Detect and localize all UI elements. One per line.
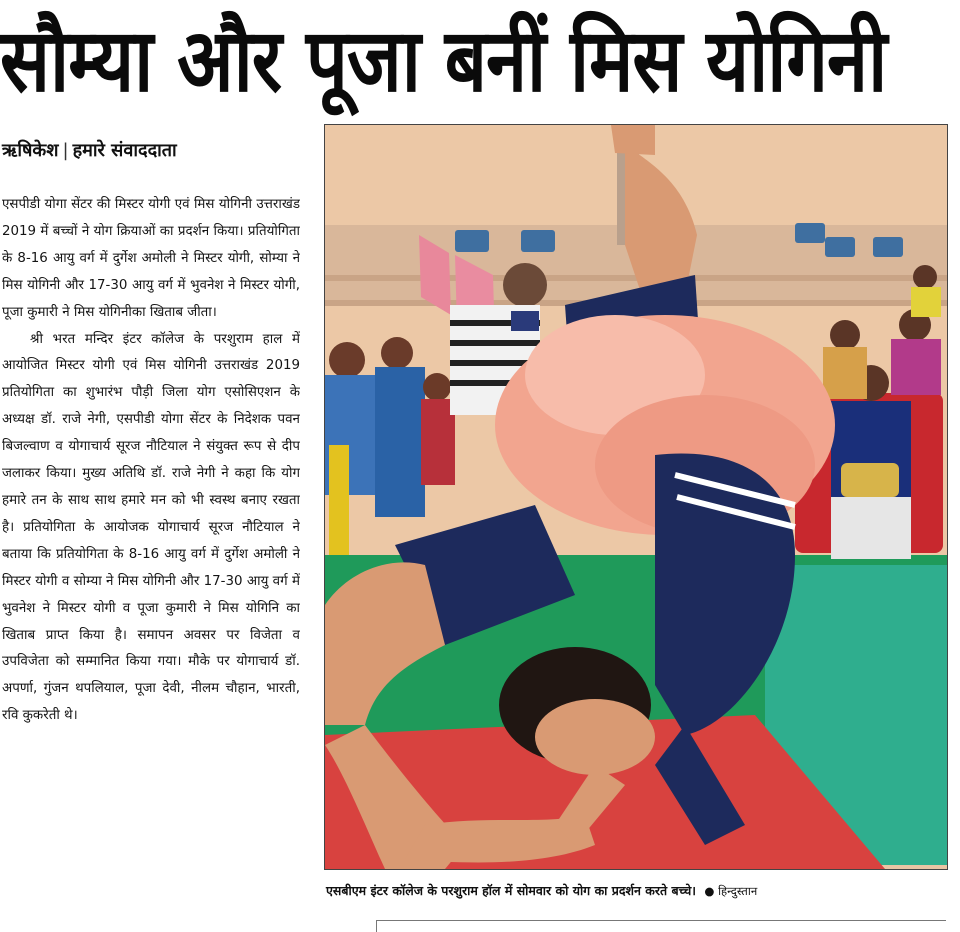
dateline-separator: |	[62, 140, 69, 161]
dateline-byline: हमारे संवाददाता	[72, 140, 177, 161]
photo-credit-bullet: ●	[704, 884, 715, 898]
article-paragraph-2: श्री भरत मन्दिर इंटर कॉलेज के परशुराम हाल में आयोजित मिस्टर योगी एवं मिस योगिनी उत्तराखंड 2019 प्रतियोगिता का शुभारंभ पौड़ी जिला योग एसोसिएशन के अध्यक्ष डॉ. राजे नेगी, एसपीडी योगा सेंटर के निदेशक पवन बिजल्वाण व योगाचार्य सूरज नौटियाल ने संयुक्त रूप से दीप जलाकर किया। मुख्य अतिथि डॉ. राजे नेगी ने कहा कि योग हमारे तन के साथ साथ हमारे मन को भी स्वस्थ बनाए रखता है। प्रतियोगिता के आयोजक योगाचार्य सूरज नौटियाल ने बताया कि प्रतियोगिता के 8-16 आयु वर्ग में दुर्गेश अमोली ने मिस्टर योगी व सोम्या ने मिस योगिनी और 17-30 आयु वर्ग में भुवनेश ने मिस्टर योगी व पूजा कुमारी ने मिस योगिनि का खिताब प्राप्त किया है। समापन अवसर पर विजेता व उपविजेता को सम्मानित किया गया। मौके पर योगाचार्य डॉ. अपर्णा, गुंजन थपलियाल, पूजा देवी, नीलम चौहान, भारती, रवि कुकरेती थे।	[2, 331, 300, 724]
dateline	[2, 138, 177, 162]
yoga-performance-illustration	[325, 125, 947, 869]
photo-caption-text: एसबीएम इंटर कॉलेज के परशुराम हॉल में सोमवार को योग का प्रदर्शन करते बच्चे।	[326, 883, 697, 898]
bottom-divider-tick	[376, 920, 377, 932]
bottom-divider	[376, 920, 946, 921]
article-body	[2, 192, 300, 902]
article-paragraph-1: एसपीडी योगा सेंटर की मिस्टर योगी एवं मिस योगिनी उत्तराखंड 2019 में बच्चों ने योग क्रियाओं का प्रदर्शन किया। प्रतियोगिता के 8-16 आयु वर्ग में दुर्गेश अमोली ने मिस्टर योगी, सोम्या ने मिस योगिनी और 17-30 आयु वर्ग में भुवनेश ने मिस्टर योगी, पूजा कुमारी ने मिस योगिनीका खिताब जीता।	[2, 197, 300, 320]
headline: सौम्या और पूजा बनीं मिस योगिनी	[0, 10, 887, 112]
news-photo	[324, 124, 948, 870]
photo-credit-name: हिन्दुस्तान	[718, 884, 758, 898]
photo-caption	[326, 882, 958, 899]
dateline-place: ऋषिकेश	[2, 140, 59, 161]
photo-credit	[704, 884, 757, 898]
